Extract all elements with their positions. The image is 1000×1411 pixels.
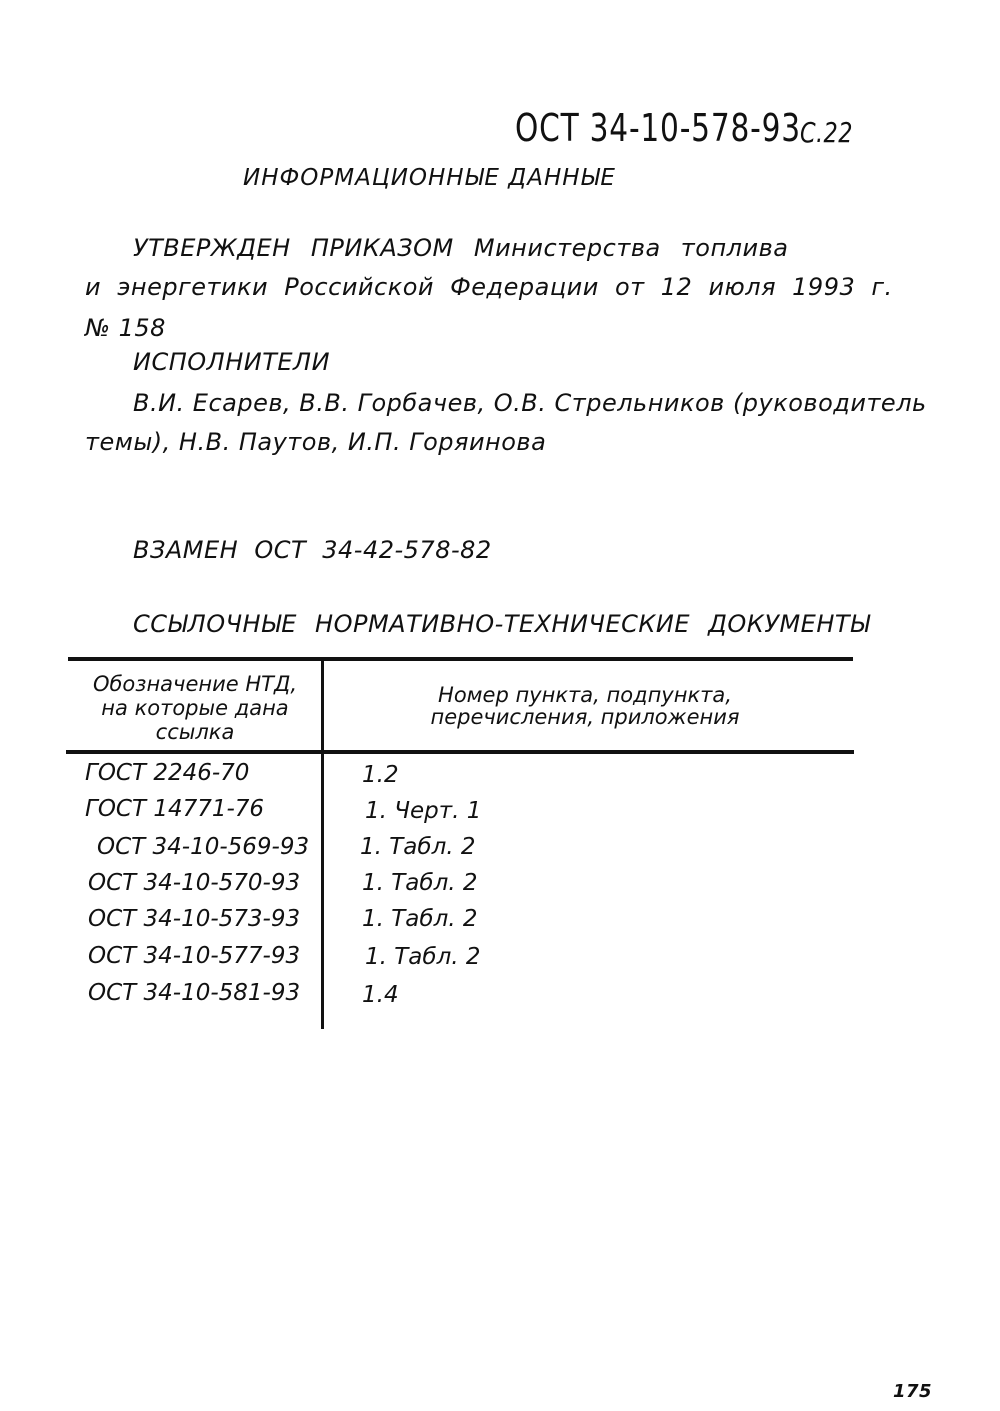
table-cell-ref: 1. Черт. 1 [365,798,482,824]
column-header-item-line: Номер пункта, подпункта, [438,683,732,707]
table-cell-ref: 1. Табл. 2 [362,906,478,932]
approved-line-1: УТВЕРЖДЕН ПРИКАЗОМ Министерства топлива [133,234,789,262]
table-cell-doc: ОСТ 34-10-569-93 [97,834,310,860]
table-cell-ref: 1. Табл. 2 [362,870,478,896]
approved-line-3: № 158 [85,314,166,342]
table-cell-ref: 1.2 [362,762,399,788]
table-cell-doc: ОСТ 34-10-573-93 [88,906,301,932]
page-label: С.22 [800,116,853,149]
table-cell-ref: 1. Табл. 2 [360,834,476,860]
performers-line-1: В.И. Есарев, В.В. Горбачев, О.В. Стрельников (руководитель [133,389,927,417]
column-header-ntd-line: ссылка [155,720,235,744]
info-title: ИНФОРМАЦИОННЫЕ ДАННЫЕ [243,165,616,191]
table-cell-doc: ОСТ 34-10-581-93 [88,980,301,1006]
table-top-rule [68,657,853,661]
references-title: ССЫЛОЧНЫЕ НОРМАТИВНО-ТЕХНИЧЕСКИЕ ДОКУМЕНТЫ [133,610,871,638]
document-code: ОСТ 34-10-578-93 [515,106,801,150]
table-cell-doc: ГОСТ 14771-76 [85,796,265,822]
table-cell-doc: ГОСТ 2246-70 [85,760,250,786]
table-cell-ref: 1.4 [362,982,399,1008]
column-header-item-line: перечисления, приложения [430,705,740,729]
column-header-ntd-line: Обозначение НТД, [92,672,298,696]
performers-heading: ИСПОЛНИТЕЛИ [133,348,331,376]
column-header-item-number [350,684,820,728]
column-header-ntd [70,672,320,744]
column-header-ntd-line: на которые дана [101,696,289,720]
page-number: 175 [893,1381,933,1402]
replaces-line: ВЗАМЕН ОСТ 34-42-578-82 [133,536,492,564]
approved-line-2: и энергетики Российской Федерации от 12 июля 1993 г. [85,273,893,301]
table-column-divider [321,659,324,1029]
table-cell-doc: ОСТ 34-10-577-93 [88,943,301,969]
table-cell-ref: 1. Табл. 2 [365,944,481,970]
table-cell-doc: ОСТ 34-10-570-93 [88,870,301,896]
table-header-rule [66,750,854,754]
performers-line-2: темы), Н.В. Паутов, И.П. Горяинова [85,428,547,456]
